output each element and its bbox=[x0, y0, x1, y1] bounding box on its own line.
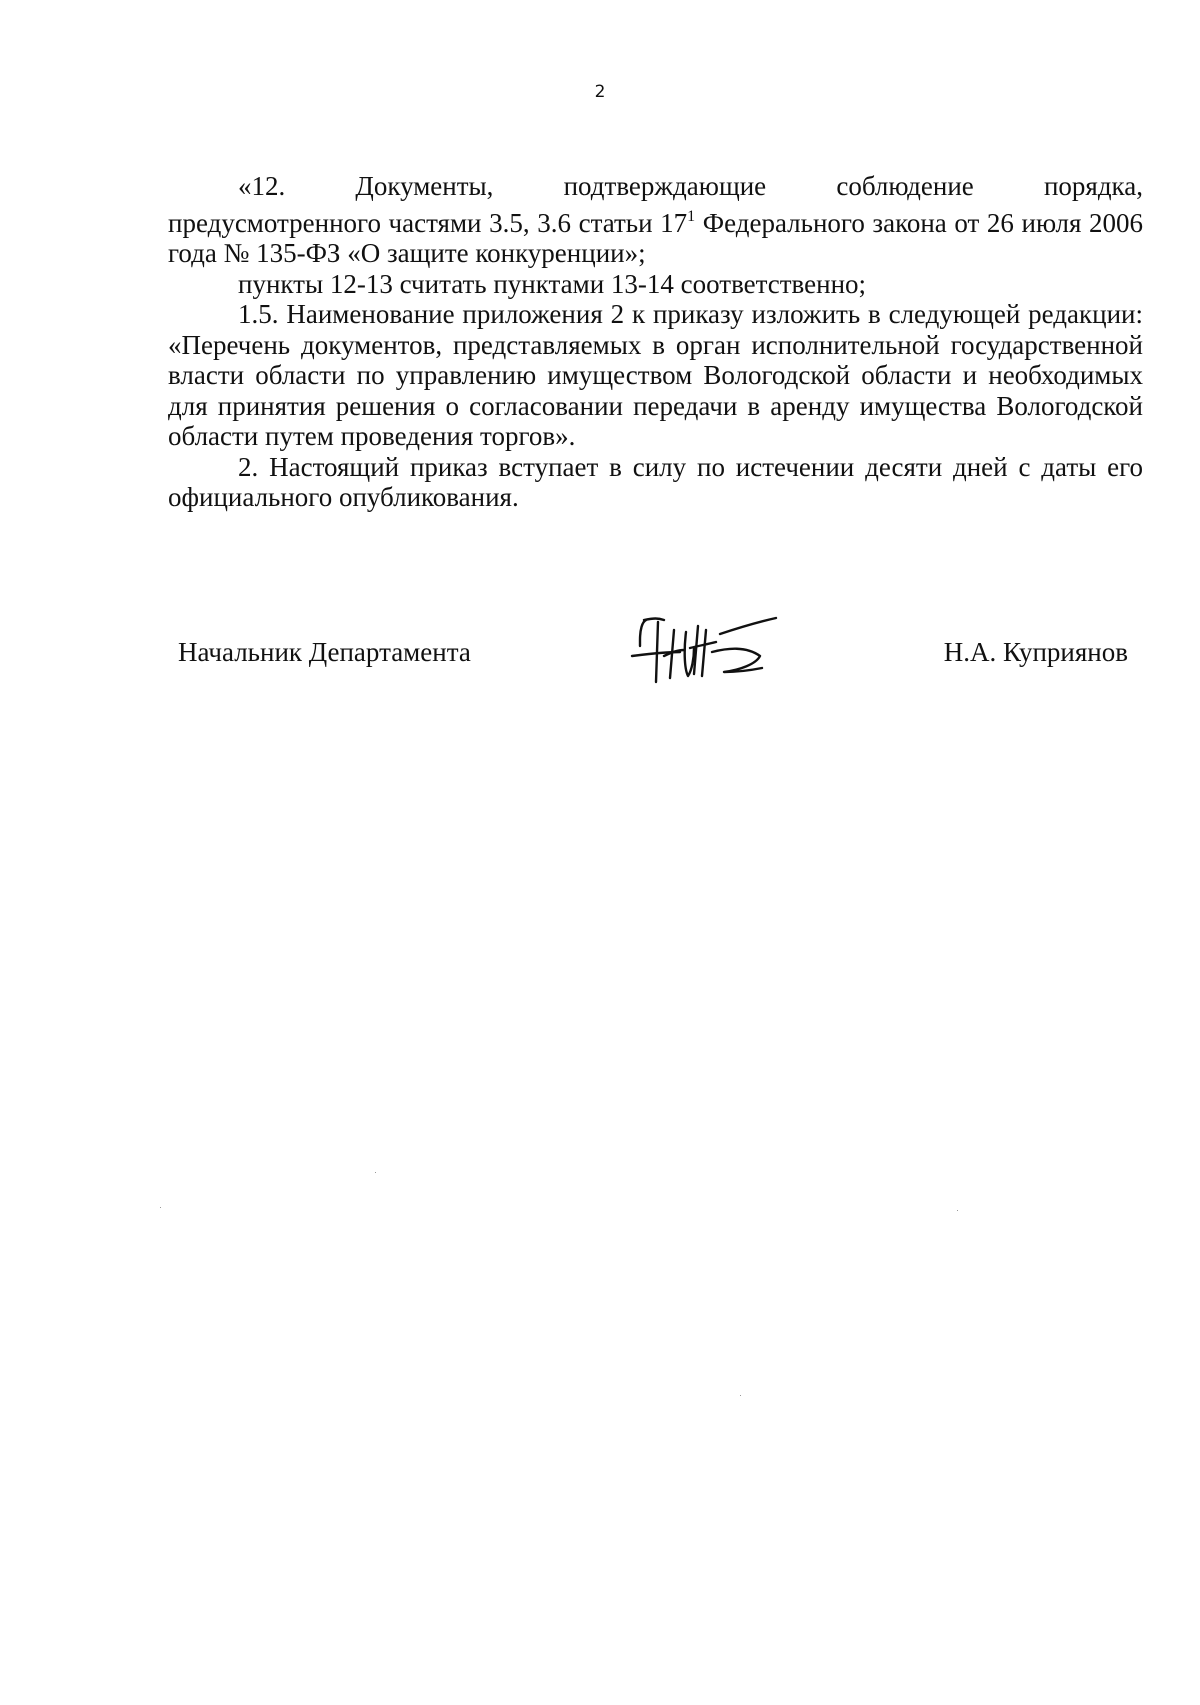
scan-speck bbox=[160, 1207, 161, 1208]
signature-block bbox=[0, 628, 1200, 708]
signatory-position: Начальник Департамента bbox=[178, 637, 471, 667]
scan-speck bbox=[740, 1395, 741, 1396]
paragraph-effective-date: 2. Настоящий приказ вступает в силу по истечении десяти дней с даты его официального опубликования. bbox=[168, 451, 1143, 512]
clause-12-word: «12. bbox=[238, 171, 286, 201]
signatory-name: Н.А. Куприянов bbox=[943, 637, 1128, 667]
document-body bbox=[168, 171, 1143, 513]
paragraph-clause-12 bbox=[168, 171, 1143, 269]
clause-12-text: предусмотренного частями 3.5, 3.6 статьи 17 bbox=[168, 207, 688, 238]
paragraph-renumbering: пункты 12-13 считать пунктами 13-14 соответственно; bbox=[238, 268, 867, 299]
paragraph-1-5: 1.5. Наименование приложения 2 к приказу изложить в следующей редакции: «Перечень документов, представляемых в орган исполнительной государственной власти области по управлению имуществом Вологодской области и необходимых для принятия решения о согласовании передачи в аренду имущества Вологодской области путем проведения торгов». bbox=[168, 299, 1143, 451]
article-superscript: 1 bbox=[687, 207, 696, 225]
clause-12-word: Документы, bbox=[355, 171, 494, 201]
clause-12-text-cont: Федерального закона от 26 июля 2006 года № 135-ФЗ «О защите конкуренции»; bbox=[168, 207, 1143, 268]
clause-12-word: порядка, bbox=[1043, 171, 1144, 201]
scan-speck bbox=[957, 1210, 958, 1211]
clause-12-first-line bbox=[168, 171, 1143, 202]
clause-12-word: подтверждающие bbox=[563, 171, 767, 201]
scan-speck bbox=[375, 1172, 376, 1173]
handwritten-signature bbox=[628, 612, 778, 702]
page-number: 2 bbox=[594, 82, 606, 102]
clause-12-word: соблюдение bbox=[836, 171, 974, 201]
